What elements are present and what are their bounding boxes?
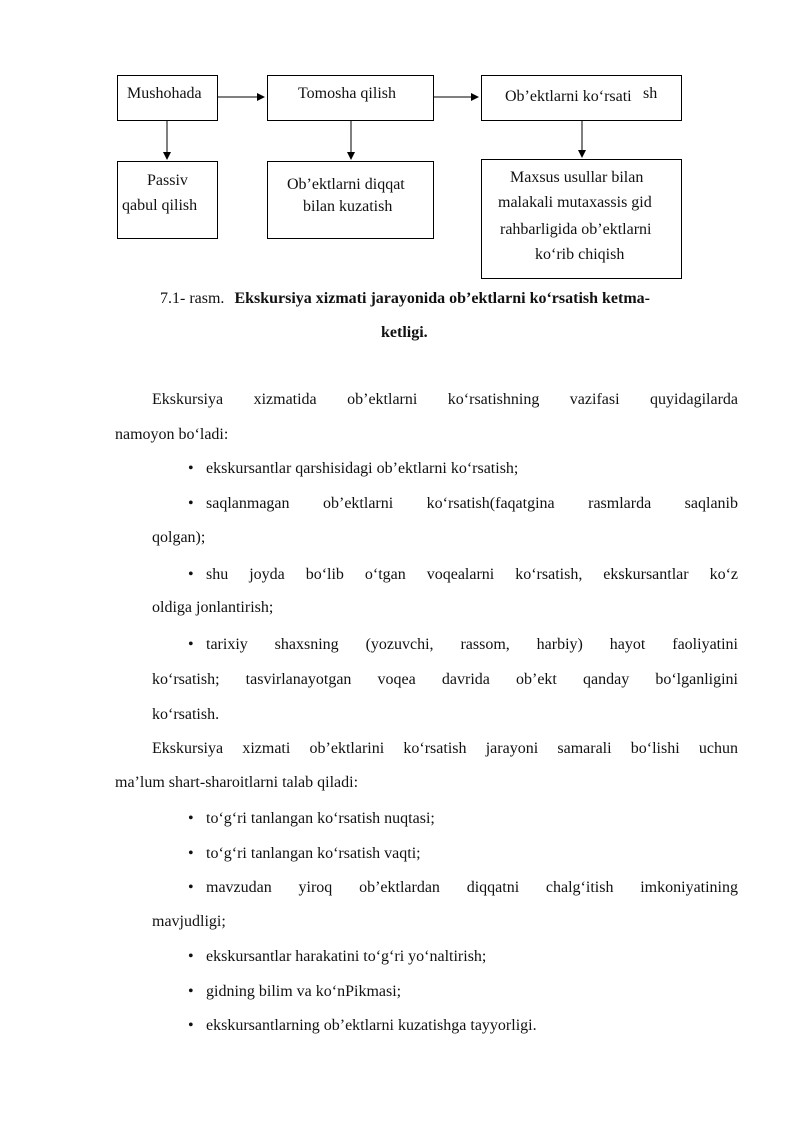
c3-text-1: mavzudan yiroq ob’ektlardan diqqatni chalg‘itish imkoniyatining <box>206 879 738 896</box>
list-item-b4-line1 <box>188 636 738 654</box>
box-passiv-line2: qabul qilish <box>122 197 198 214</box>
bullet-glyph: • <box>188 983 194 1000</box>
bullet-glyph: • <box>188 879 194 896</box>
bullet-glyph: • <box>188 636 194 653</box>
box-obektlarni-korsatish <box>481 75 682 121</box>
list-item-c4 <box>188 948 486 966</box>
bullet-glyph: • <box>188 948 194 965</box>
box-diqqat-line2: bilan kuzatish <box>303 198 393 215</box>
caption-bold-line1: Ekskursiya xizmati jarayonida ob’ektlarni ko‘rsatish ketma- <box>234 290 651 307</box>
p2-line1: Ekskursiya xizmati ob’ektlarini ko‘rsatish jarayoni samarali bo‘lishi uchun <box>152 740 738 757</box>
list-item-c5 <box>188 983 401 1001</box>
p1-line2: namoyon bo‘ladi: <box>115 426 229 443</box>
box-maxsus <box>481 159 682 279</box>
c3-line2: mavjudligi; <box>152 913 226 930</box>
p1-line1: Ekskursiya xizmatida ob’ektlarni ko‘rsatishning vazifasi quyidagilarda <box>152 391 738 408</box>
list-item-c1 <box>188 810 435 828</box>
b3-text-1: shu joyda bo‘lib o‘tgan voqealarni ko‘rsatish, ekskursantlar ko‘z <box>206 566 738 583</box>
list-item-b2-line1 <box>188 495 738 513</box>
bullet-glyph: • <box>188 1017 194 1034</box>
box-mushohada-label: Mushohada <box>127 85 202 102</box>
box-mushohada <box>117 75 218 121</box>
bullet-glyph: • <box>188 566 194 583</box>
figure-caption-line1 <box>160 290 650 308</box>
list-item-b1 <box>188 460 518 478</box>
box-tomosha-qilish <box>267 75 434 121</box>
box-korsatish-label: Ob’ektlarni ko‘rsati <box>505 88 632 105</box>
caption-prefix: 7.1- rasm. <box>160 290 225 307</box>
b1-text: ekskursantlar qarshisidagi ob’ektlarni ko‘rsatish; <box>206 460 519 477</box>
list-item-b3-line1 <box>188 566 738 584</box>
c6-text: ekskursantlarning ob’ektlarni kuzatishga tayyorligi. <box>206 1017 537 1034</box>
p2-line2: ma’lum shart-sharoitlarni talab qiladi: <box>115 774 359 791</box>
list-item-c6 <box>188 1017 537 1035</box>
b4-line2: ko‘rsatish; tasvirlanayotgan voqea davrida ob’ekt qanday bo‘lganligini <box>152 671 738 688</box>
b3-line2: oldiga jonlantirish; <box>152 599 274 616</box>
c4-text: ekskursantlar harakatini to‘g‘ri yo‘naltirish; <box>206 948 487 965</box>
box-maxsus-line2: malakali mutaxassis gid <box>498 194 652 211</box>
bullet-glyph: • <box>188 810 194 827</box>
c2-text: to‘g‘ri tanlangan ko‘rsatish vaqti; <box>206 845 421 862</box>
list-item-c3-line1 <box>188 879 738 897</box>
list-item-c2 <box>188 845 421 863</box>
box-maxsus-line1: Maxsus usullar bilan <box>510 169 644 186</box>
box-passiv <box>117 161 218 239</box>
box-diqqat <box>267 161 434 239</box>
box-passiv-line1: Passiv <box>147 172 188 189</box>
box-tomosha-label: Tomosha qilish <box>298 85 396 102</box>
box-korsatish-overlay: sh <box>643 85 658 102</box>
bullet-glyph: • <box>188 460 194 477</box>
c1-text: to‘g‘ri tanlangan ko‘rsatish nuqtasi; <box>206 810 435 827</box>
b2-text-1: saqlanmagan ob’ektlarni ko‘rsatish(faqatgina rasmlarda saqlanib <box>206 495 738 512</box>
b4-line3: ko‘rsatish. <box>152 706 220 723</box>
bullet-glyph: • <box>188 495 194 512</box>
bullet-glyph: • <box>188 845 194 862</box>
caption-bold-line2: ketligi. <box>381 324 428 341</box>
box-maxsus-line3: rahbarligida ob’ektlarni <box>500 221 652 238</box>
b4-text-1: tarixiy shaxsning (yozuvchi, rassom, harbiy) hayot faoliyatini <box>206 636 738 653</box>
box-diqqat-line1: Ob’ektlarni diqqat <box>287 176 405 193</box>
b2-line2: qolgan); <box>152 529 206 546</box>
c5-text: gidning bilim va ko‘nPikmasi; <box>206 983 402 1000</box>
box-maxsus-line4: ko‘rib chiqish <box>535 246 625 263</box>
